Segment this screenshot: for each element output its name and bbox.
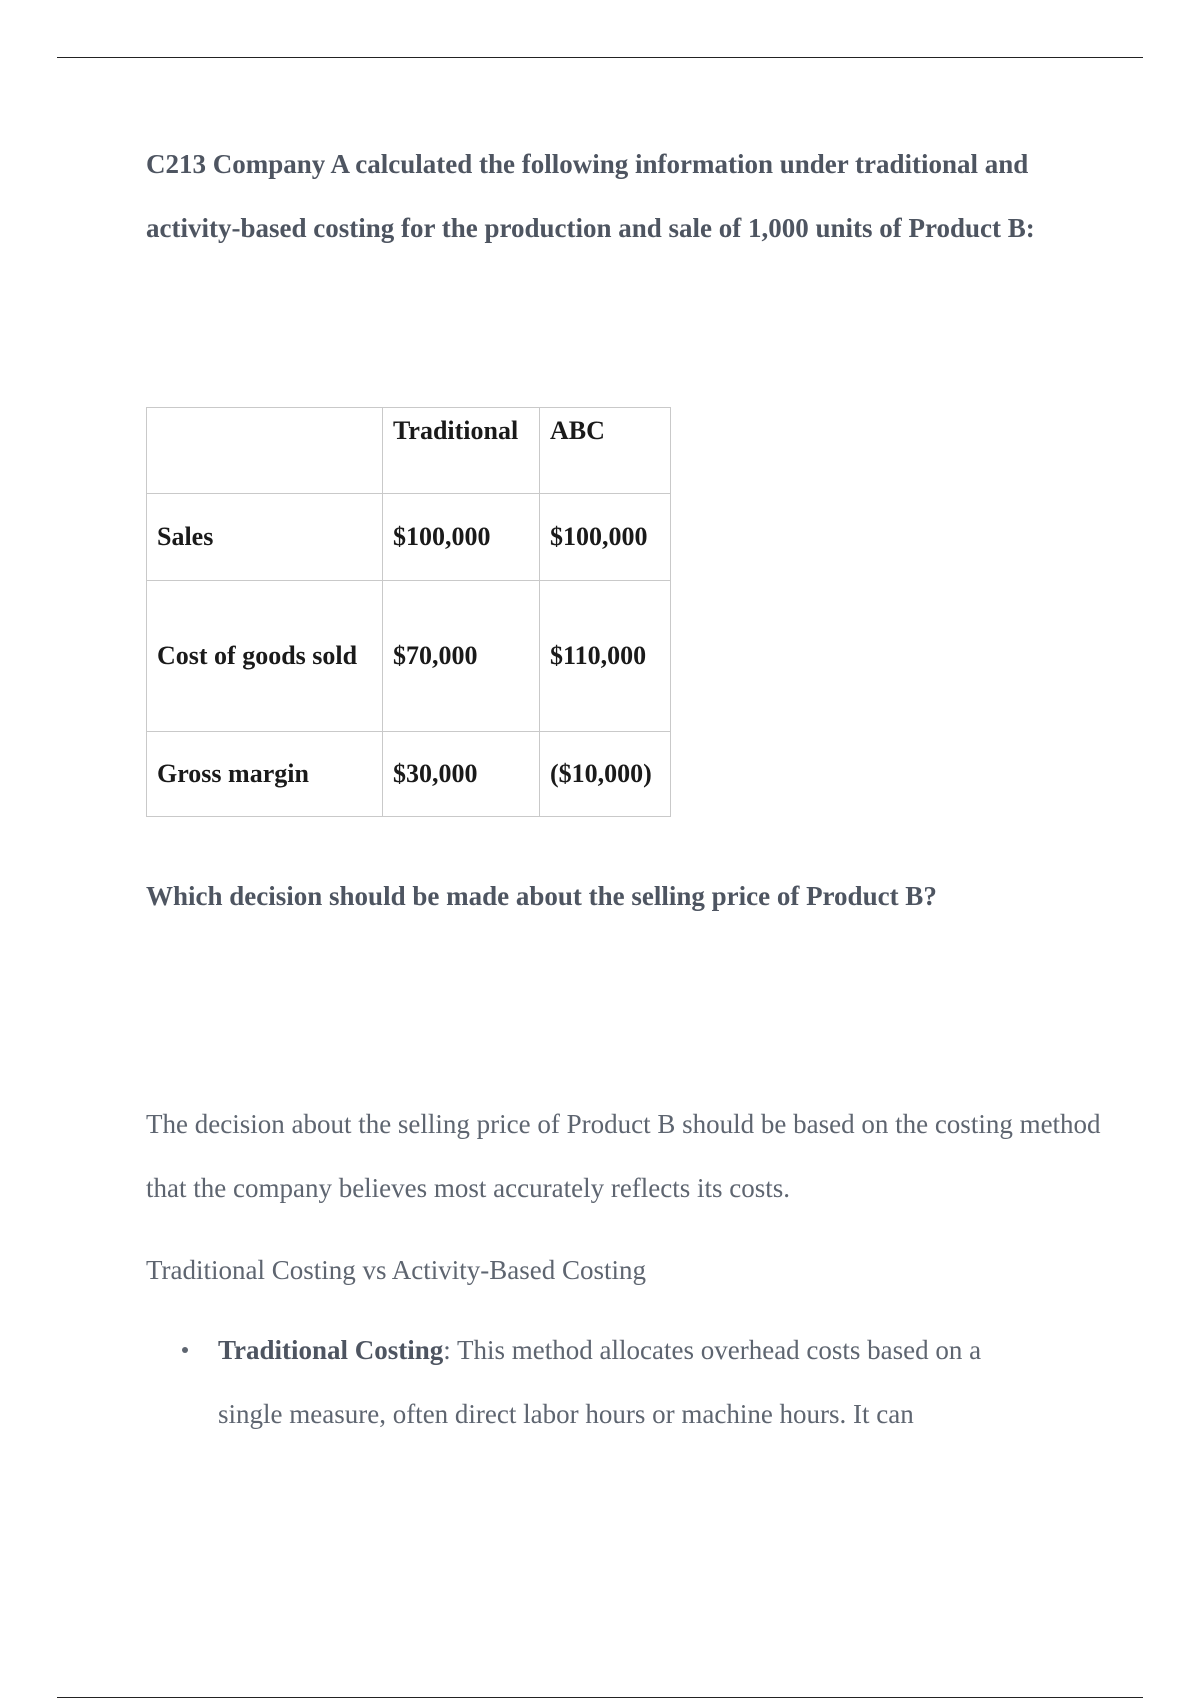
cell-gross-margin-traditional: $30,000	[383, 732, 540, 817]
row-label-gross-margin: Gross margin	[147, 732, 383, 817]
table-row	[147, 581, 671, 732]
bottom-rule	[57, 1697, 1143, 1698]
table-row	[147, 732, 671, 817]
answer-subheading: Traditional Costing vs Activity-Based Costing	[146, 1255, 647, 1285]
cell-gross-margin-abc: ($10,000)	[540, 732, 671, 817]
top-rule	[57, 57, 1143, 58]
cell-cogs-traditional: $70,000	[383, 581, 540, 732]
answer-paragraph: The decision about the selling price of Product B should be based on the costing method that the company believes most accurately reflects its costs.	[146, 1109, 1101, 1203]
table-row	[147, 494, 671, 581]
bullet-term: Traditional Costing	[218, 1335, 444, 1365]
question-intro: C213 Company A calculated the following information under traditional and activity-based costing for the production and sale of 1,000 units of Product B:	[146, 149, 1035, 243]
answer-bullet-list	[146, 1318, 1046, 1446]
cell-sales-traditional: $100,000	[383, 494, 540, 581]
cell-sales-abc: $100,000	[540, 494, 671, 581]
table-header-abc: ABC	[540, 408, 671, 494]
row-label-cogs: Cost of goods sold	[147, 581, 383, 732]
cell-cogs-abc: $110,000	[540, 581, 671, 732]
row-label-sales: Sales	[147, 494, 383, 581]
table-header-empty	[147, 408, 383, 494]
question-prompt: Which decision should be made about the selling price of Product B?	[146, 881, 937, 911]
list-item	[146, 1318, 1046, 1446]
bullet-text: : This method allocates overhead costs based on a single measure, often direct labor hours or machine hours. It can	[218, 1335, 982, 1429]
bullet-icon	[182, 1347, 188, 1353]
table-header-traditional: Traditional	[383, 408, 540, 494]
costing-table	[146, 407, 671, 817]
table-header-row	[147, 408, 671, 494]
